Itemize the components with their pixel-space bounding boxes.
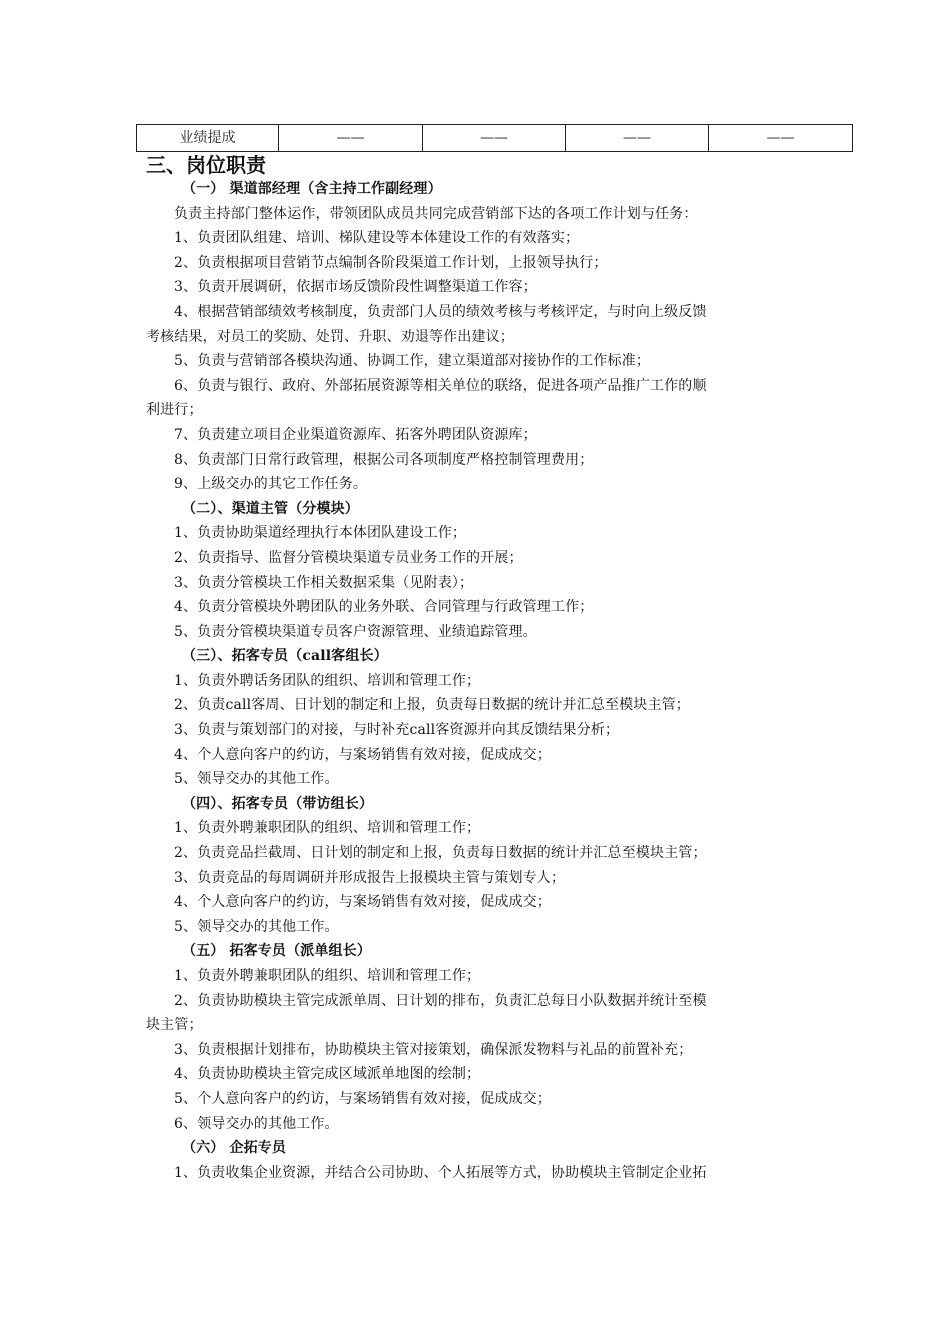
subsection-heading: （二）、渠道主管（分模块） bbox=[182, 500, 359, 517]
paragraph-line: 5、领导交办的其他工作。 bbox=[174, 918, 339, 935]
paragraph-line: 块主管； bbox=[146, 1017, 203, 1034]
paragraph-line: 5、负责与营销部各模块沟通、协调工作，建立渠道部对接协作的工作标准； bbox=[174, 353, 651, 370]
paragraph-line: 5、个人意向客户的约访，与案场销售有效对接，促成成交； bbox=[174, 1090, 551, 1107]
paragraph-line: 4、负责协助模块主管完成区域派单地图的绘制； bbox=[174, 1066, 481, 1083]
subsection-heading: （三）、拓客专员（call客组长） bbox=[182, 648, 388, 665]
paragraph-line: 4、个人意向客户的约访，与案场销售有效对接，促成成交； bbox=[174, 894, 551, 911]
paragraph-line: 2、负责协助模块主管完成派单周、日计划的排布，负责汇总每日小队数据并统计至模 bbox=[174, 992, 707, 1009]
paragraph-line: 考核结果，对员工的奖励、处罚、升职、劝退等作出建议； bbox=[146, 328, 514, 345]
paragraph-line: 3、负责开展调研，依据市场反馈阶段性调整渠道工作容； bbox=[174, 279, 537, 296]
paragraph-line: 3、负责与策划部门的对接，与时补充call客资源并向其反馈结果分析； bbox=[174, 722, 620, 739]
paragraph-line: 3、负责竞品的每周调研并形成报告上报模块主管与策划专人； bbox=[174, 869, 566, 886]
paragraph-line: 1、负责外聘兼职团队的组织、培训和管理工作； bbox=[174, 968, 481, 984]
paragraph-line: 4、负责分管模块外聘团队的业务外联、合同管理与行政管理工作； bbox=[174, 599, 594, 616]
paragraph-line: 2、负责竞品拦截周、日计划的制定和上报，负责每日数据的统计并汇总至模块主管； bbox=[174, 845, 707, 862]
paragraph-line: 7、负责建立项目企业渠道资源库、拓客外聘团队资源库； bbox=[174, 426, 537, 443]
paragraph-line: 6、领导交办的其他工作。 bbox=[174, 1115, 339, 1132]
job-duties-body bbox=[146, 177, 812, 1185]
table-cell: —— bbox=[566, 125, 709, 152]
paragraph-line: 2、负责根据项目营销节点编制各阶段渠道工作计划，上报领导执行； bbox=[174, 254, 608, 271]
table-row bbox=[137, 125, 853, 152]
table-cell-label: 业绩提成 bbox=[137, 125, 279, 152]
performance-table bbox=[136, 124, 853, 152]
paragraph-line: 5、领导交办的其他工作。 bbox=[174, 771, 339, 788]
paragraph-line: 1、负责协助渠道经理执行本体团队建设工作； bbox=[174, 525, 467, 542]
paragraph-line: 4、根据营销部绩效考核制度，负责部门人员的绩效考核与考核评定，与时向上级反馈 bbox=[174, 303, 707, 320]
paragraph-line: 1、负责外聘兼职团队的组织、培训和管理工作； bbox=[174, 820, 481, 837]
paragraph-line: 5、负责分管模块渠道专员客户资源管理、业绩追踪管理。 bbox=[174, 623, 537, 640]
paragraph-line: 6、负责与银行、政府、外部拓展资源等相关单位的联络，促进各项产品推广工作的顺 bbox=[174, 377, 707, 394]
subsection-heading: （六） 企拓专员 bbox=[182, 1140, 287, 1157]
paragraph-line: 3、负责根据计划排布，协助模块主管对接策划，确保派发物料与礼品的前置补充； bbox=[174, 1041, 693, 1058]
subsection-heading: （一） 渠道部经理（含主持工作副经理） bbox=[182, 181, 442, 197]
table-cell: —— bbox=[423, 125, 566, 152]
paragraph-line: 2、负责指导、监督分管模块渠道专员业务工作的开展； bbox=[174, 549, 523, 566]
paragraph-line: 负责主持部门整体运作，带领团队成员共同完成营销部下达的各项工作计划与任务： bbox=[174, 205, 698, 222]
paragraph-line: 9、上级交办的其它工作任务。 bbox=[174, 476, 368, 493]
paragraph-line: 1、负责收集企业资源，并结合公司协助、个人拓展等方式，协助模块主管制定企业拓 bbox=[174, 1164, 707, 1181]
paragraph-line: 4、个人意向客户的约访，与案场销售有效对接，促成成交； bbox=[174, 746, 551, 763]
subsection-heading: （五） 拓客专员（派单组长） bbox=[182, 943, 371, 960]
section-title: 三、岗位职责 bbox=[146, 153, 266, 177]
table-cell: —— bbox=[279, 125, 423, 152]
paragraph-line: 利进行； bbox=[146, 402, 203, 419]
paragraph-line: 1、负责团队组建、培训、梯队建设等本体建设工作的有效落实； bbox=[174, 230, 580, 247]
paragraph-line: 3、负责分管模块工作相关数据采集（见附表）； bbox=[174, 574, 474, 591]
paragraph-line: 8、负责部门日常行政管理，根据公司各项制度严格控制管理费用； bbox=[174, 451, 594, 468]
paragraph-line: 2、负责call客周、日计划的制定和上报，负责每日数据的统计并汇总至模块主管； bbox=[174, 697, 690, 714]
paragraph-line: 1、负责外聘话务团队的组织、培训和管理工作； bbox=[174, 672, 481, 689]
subsection-heading: （四）、拓客专员（带访组长） bbox=[182, 795, 374, 812]
table-cell: —— bbox=[709, 125, 853, 152]
